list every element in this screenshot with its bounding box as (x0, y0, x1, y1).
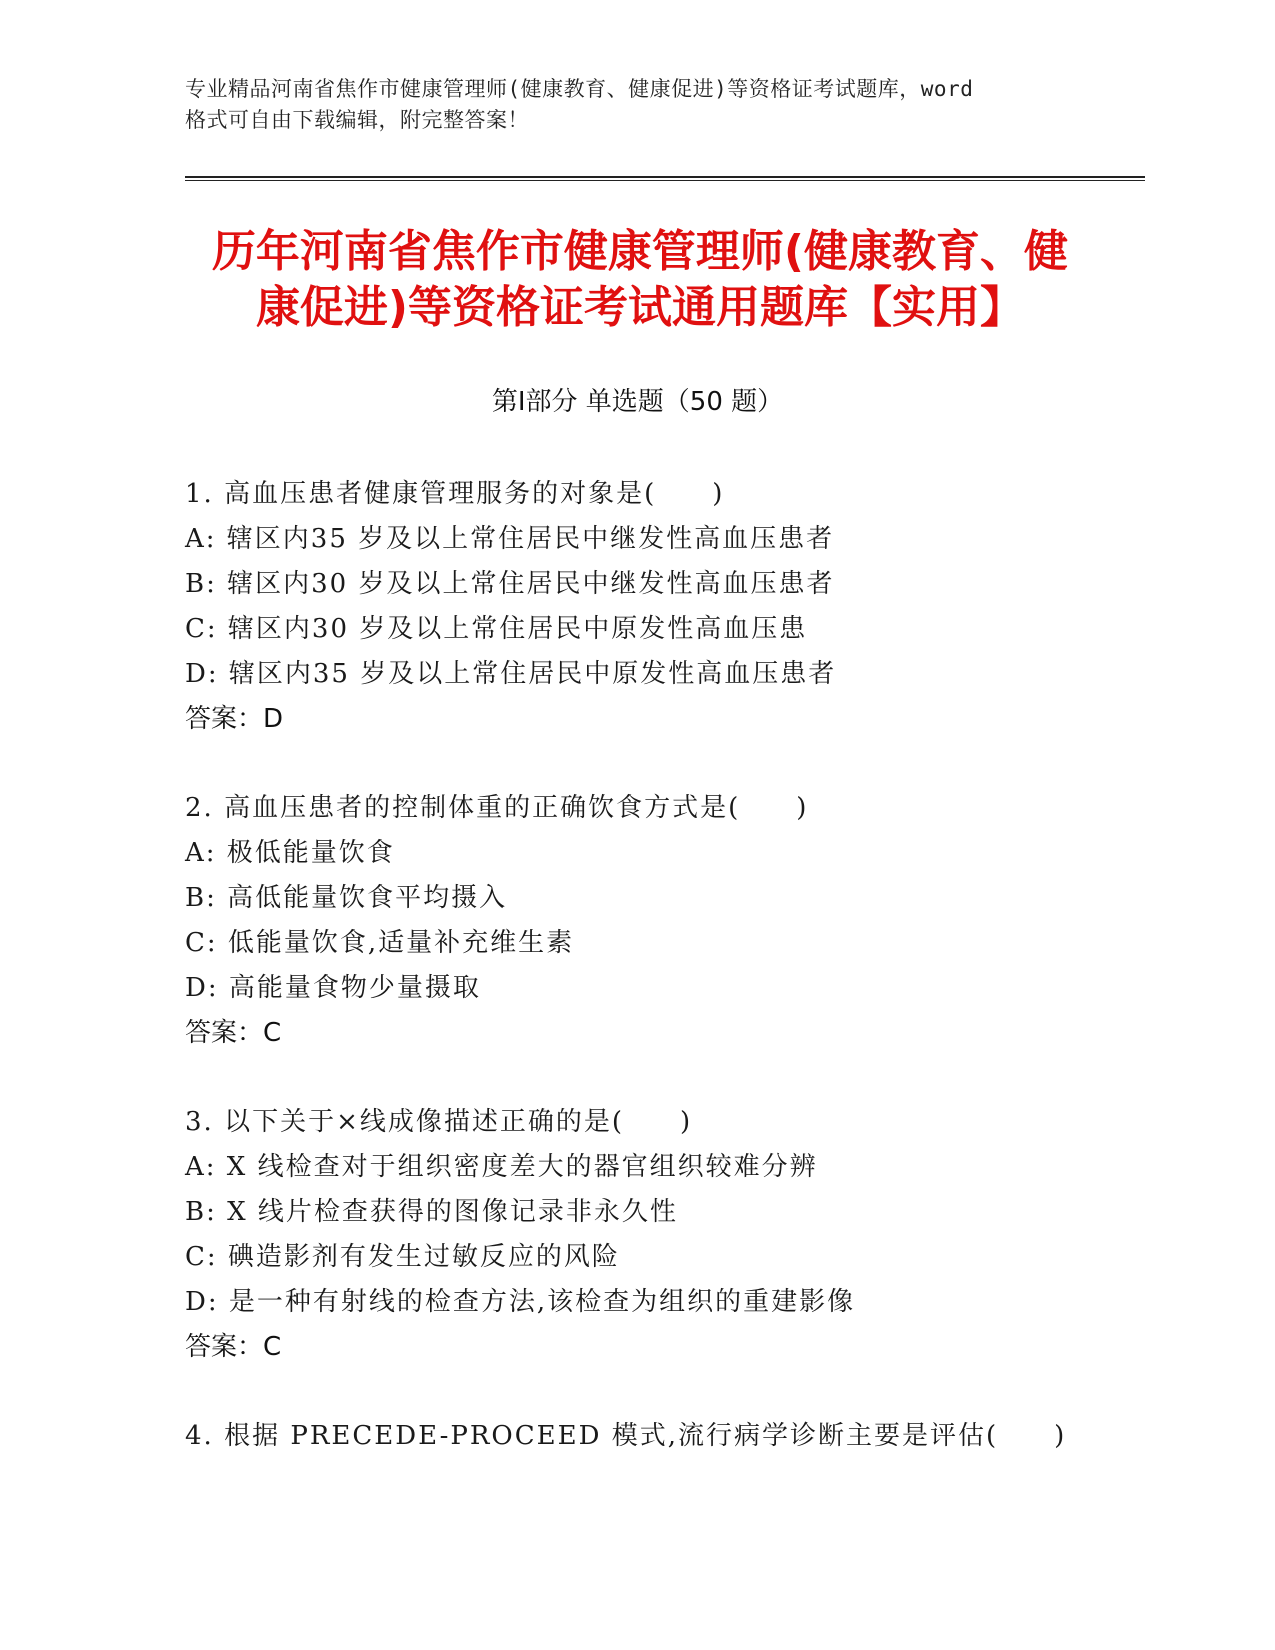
option-a: A: 辖区内35 岁及以上常住居民中继发性高血压患者 (185, 524, 835, 554)
question-1 (185, 472, 1085, 742)
header-note-line-1: 专业精品河南省焦作市健康管理师(健康教育、健康促进)等资格证考试题库，word (185, 77, 974, 101)
option-d: D: 是一种有射线的检查方法,该检查为组织的重建影像 (185, 1287, 856, 1317)
option-a: A: X 线检查对于组织密度差大的器官组织较难分辨 (185, 1152, 818, 1182)
question-stem: 2. 高血压患者的控制体重的正确饮食方式是( ) (185, 793, 809, 823)
answer-label: 答案：C (185, 1332, 282, 1362)
option-d: D: 高能量食物少量摄取 (185, 973, 481, 1003)
document-title-line-1: 历年河南省焦作市健康管理师(健康教育、健 (211, 226, 1069, 277)
option-d: D: 辖区内35 岁及以上常住居民中原发性高血压患者 (185, 659, 837, 689)
option-a: A: 极低能量饮食 (185, 838, 395, 868)
document-title-line-2: 康促进)等资格证考试通用题库【实用】 (255, 282, 1025, 333)
question-stem: 4. 根据 PRECEDE-PROCEED 模式,流行病学诊断主要是评估( ) (185, 1421, 1067, 1451)
question-stem: 3. 以下关于×线成像描述正确的是( ) (185, 1107, 693, 1137)
header-divider-thin (185, 180, 1145, 181)
option-c: C: 辖区内30 岁及以上常住居民中原发性高血压患 (185, 614, 808, 644)
question-2 (185, 786, 1085, 1056)
question-4 (185, 1414, 1085, 1459)
document-title (180, 224, 1100, 336)
option-b: B: 辖区内30 岁及以上常住居民中继发性高血压患者 (185, 569, 835, 599)
option-c: C: 碘造影剂有发生过敏反应的风险 (185, 1242, 620, 1272)
header-note (185, 74, 1085, 136)
question-3 (185, 1100, 1085, 1370)
section-title: 第Ⅰ部分 单选题（50 题） (491, 387, 784, 417)
option-b: B: 高低能量饮食平均摄入 (185, 883, 508, 913)
option-b: B: X 线片检查获得的图像记录非永久性 (185, 1197, 678, 1227)
header-divider-thick (185, 176, 1145, 178)
question-list (185, 472, 1085, 1503)
question-stem: 1. 高血压患者健康管理服务的对象是( ) (185, 479, 725, 509)
header-note-line-2: 格式可自由下载编辑，附完整答案！ (185, 108, 529, 132)
answer-label: 答案：D (185, 704, 284, 734)
option-c: C: 低能量饮食,适量补充维生素 (185, 928, 575, 958)
answer-label: 答案：C (185, 1018, 282, 1048)
